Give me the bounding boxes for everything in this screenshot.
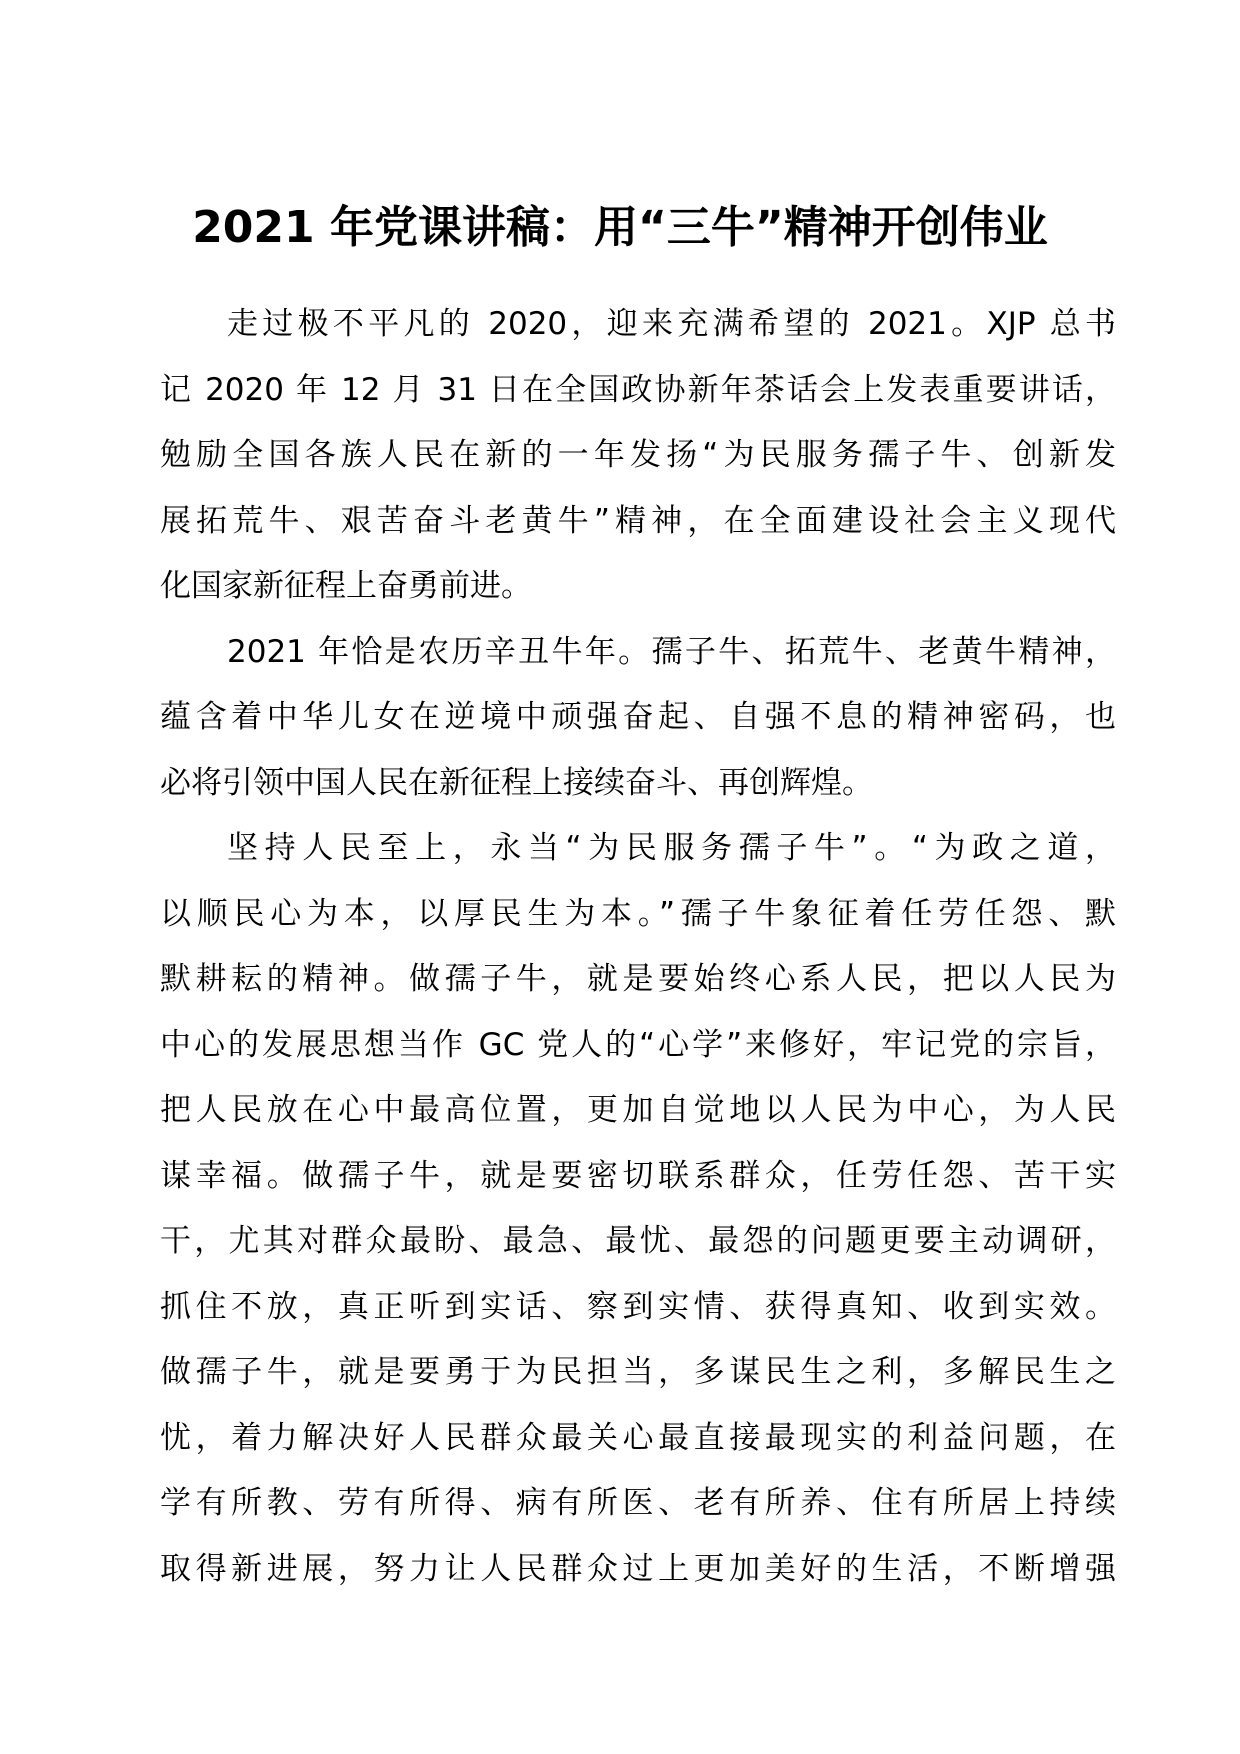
- paragraph-line: 干，尤其对群众最盼、最急、最忧、最怨的问题更要主动调研，: [160, 1223, 1116, 1259]
- paragraph-line: 展拓荒牛、艰苦奋斗老黄牛”精神，在全面建设社会主义现代: [160, 502, 1116, 539]
- paragraph-line: 以顺民心为本，以厚民生为本。”孺子牛象征着任劳任怨、默: [160, 895, 1116, 932]
- paragraph-line: 谋幸福。做孺子牛，就是要密切联系群众，任劳任怨、苦干实: [160, 1157, 1116, 1194]
- paragraph-line: 学有所教、劳有所得、病有所医、老有所养、住有所居上持续: [160, 1485, 1116, 1521]
- paragraph-line: 忧，着力解决好人民群众最关心最直接最现实的利益问题，在: [160, 1419, 1116, 1456]
- paragraph-3: [160, 816, 1116, 1602]
- paragraph-line: 必将引领中国人民在新征程上接续奋斗、再创辉煌。: [160, 764, 873, 801]
- paragraph-line: 记 2020 年 12 月 31 日在全国政协新年茶话会上发表重要讲话，: [160, 371, 1116, 408]
- document-title: 2021 年党课讲稿：用“三牛”精神开创伟业: [192, 202, 1048, 253]
- paragraph-line: 勉励全国各族人民在新的一年发扬“为民服务孺子牛、创新发: [160, 437, 1116, 473]
- paragraph-line: 取得新进展，努力让人民群众过上更加美好的生活，不断增强: [160, 1550, 1116, 1587]
- paragraph-line: 做孺子牛，就是要勇于为民担当，多谋民生之利，多解民生之: [160, 1354, 1116, 1390]
- paragraph-line: 默耕耘的精神。做孺子牛，就是要始终心系人民，把以人民为: [160, 961, 1116, 997]
- paragraph-line: 中心的发展思想当作 GC 党人的“心学”来修好，牢记党的宗旨，: [160, 1026, 1116, 1063]
- document-body: [160, 292, 1116, 1602]
- paragraph-line: 坚持人民至上，永当“为民服务孺子牛”。“为政之道，: [227, 830, 1116, 866]
- paragraph-line: 走过极不平凡的 2020，迎来充满希望的 2021。XJP 总书: [227, 306, 1116, 342]
- paragraph-line: 抓住不放，真正听到实话、察到实情、获得真知、收到实效。: [160, 1288, 1116, 1325]
- paragraph-2: [160, 620, 1116, 817]
- paragraph-1: [160, 292, 1116, 620]
- paragraph-line: 化国家新征程上奋勇前进。: [160, 568, 532, 604]
- paragraph-line: 把人民放在心中最高位置，更加自觉地以人民为中心，为人民: [160, 1092, 1116, 1128]
- paragraph-line: 2021 年恰是农历辛丑牛年。孺子牛、拓荒牛、老黄牛精神，: [227, 633, 1116, 670]
- paragraph-line: 蕴含着中华儿女在逆境中顽强奋起、自强不息的精神密码，也: [160, 699, 1116, 735]
